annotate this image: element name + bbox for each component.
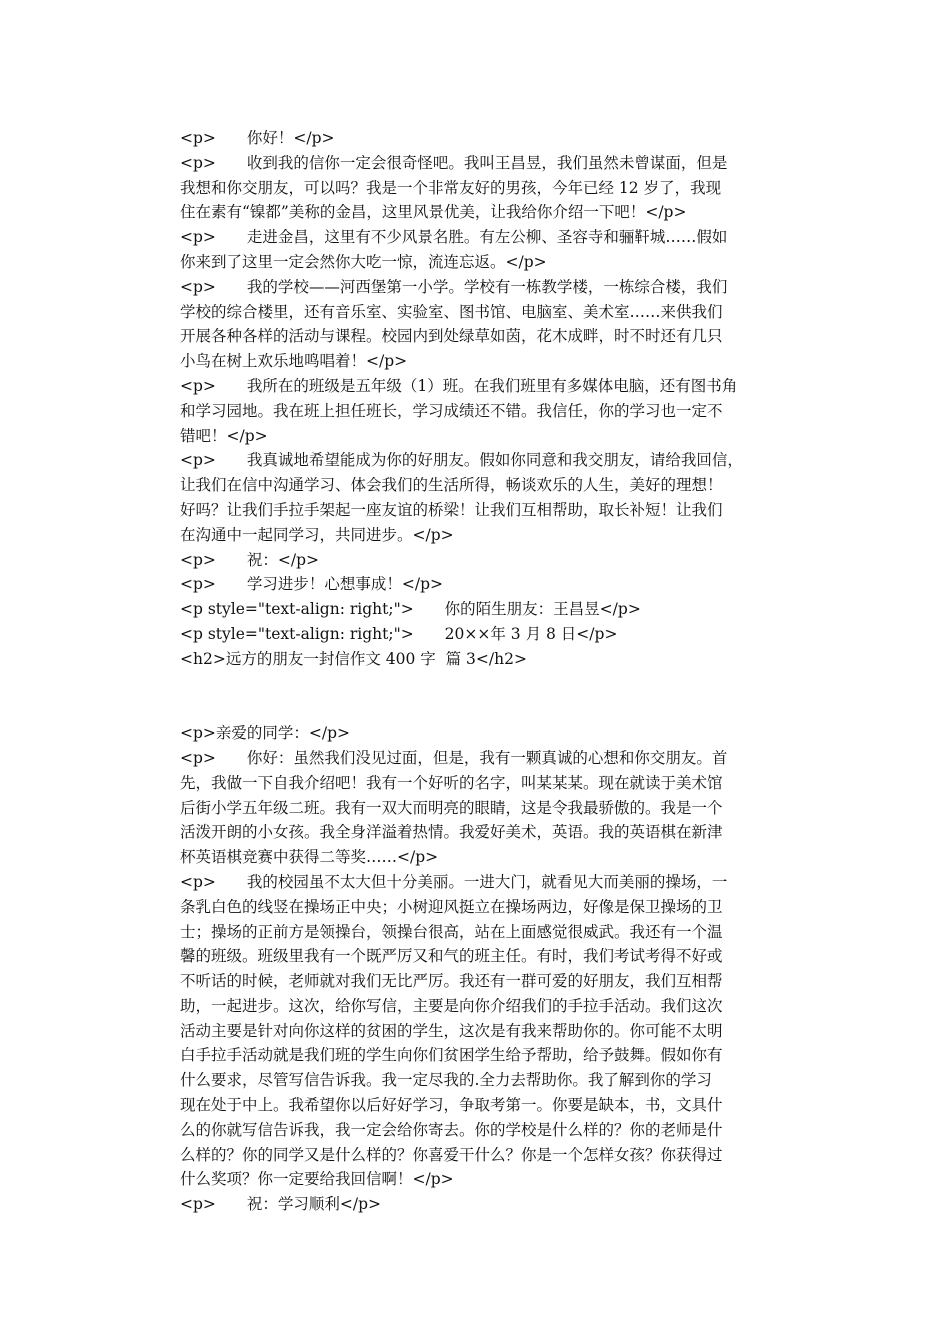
text-line: 条乳白色的线竖在操场正中央；小树迎风挺立在操场两边，好像是保卫操场的卫: [180, 897, 723, 916]
text-line: 馨的班级。班级里我有一个既严厉又和气的班主任。有时，我们考试考得不好或: [180, 947, 723, 966]
blank-gap: [180, 672, 780, 722]
text-line: <p> 学习进步！心想事成！</p>: [180, 575, 444, 594]
section-heading-line: <h2>远方的朋友一封信作文 400 字 篇 3</h2>: [180, 649, 527, 668]
text-line: 开展各种各样的活动与课程。校园内到处绿草如茵，花木成畔，时不时还有几只: [180, 327, 723, 346]
text-line: <p> 你好！</p>: [180, 129, 335, 147]
text-line: 和学习园地。我在班上担任班长，学习成绩还不错。我信任，你的学习也一定不: [180, 401, 723, 420]
text-line: 我想和你交朋友，可以吗？我是一个非常友好的男孩，今年已经 12 岁了，我现: [180, 178, 722, 197]
text-line: <p> 收到我的信你一定会很奇怪吧。我叫王昌昱，我们虽然未曾谋面，但是: [180, 153, 728, 172]
text-line: 后街小学五年级二班。我有一双大而明亮的眼睛，这是令我最骄傲的。我是一个: [180, 798, 723, 817]
text-line: 不听话的时候，老师就对我们无比严厉。我还有一群可爱的好朋友，我们互相帮: [180, 972, 723, 991]
text-line: 在沟通中一起同学习，共同进步。</p>: [180, 525, 454, 544]
text-line: <p> 我的学校——河西堡第一小学。学校有一栋教学楼，一栋综合楼，我们: [180, 277, 728, 296]
text-line: 活动主要是针对向你这样的贫困的学生，这次是有我来帮助你的。你可能不太明: [180, 1021, 723, 1040]
text-line: <p> 你好：虽然我们没见过面，但是，我有一颗真诚的心想和你交朋友。首: [180, 748, 728, 767]
text-line: <p> 我的校园虽不太大但十分美丽。一进大门，就看见大而美丽的操场，一: [180, 872, 728, 891]
text-line: <p> 我所在的班级是五年级（1）班。在我们班里有多媒体电脑，还有图书角: [180, 376, 738, 395]
text-line: 让我们在信中沟通学习、体会我们的生活所得，畅谈欢乐的人生，美好的理想！: [180, 476, 723, 495]
text-line: 现在处于中上。我希望你以后好好学习，争取考第一。你要是缺本，书，文具什: [180, 1096, 723, 1115]
document-body: [180, 126, 780, 1217]
text-line: 小鸟在树上欢乐地鸣唱着！</p>: [180, 352, 408, 371]
text-line: <p style="text-align: right;"> 20××年 3 月 8 日</p>: [180, 624, 618, 643]
text-line: <p> 走进金昌，这里有不少风景名胜。有左公柳、圣容寺和骊靬城……假如: [180, 228, 728, 247]
text-line: 助，一起进步。这次，给你写信，主要是向你介绍我们的手拉手活动。我们这次: [180, 996, 723, 1015]
text-line: 住在素有“镍都”美称的金昌，这里风景优美，让我给你介绍一下吧！</p>: [180, 203, 687, 222]
text-line: 白手拉手活动就是我们班的学生向你们贫困学生给予帮助，给予鼓舞。假如你有: [180, 1046, 723, 1065]
text-line: 么的你就写信告诉我，我一定会给你寄去。你的学校是什么样的？你的老师是什: [180, 1120, 723, 1139]
text-line: 你来到了这里一定会然你大吃一惊，流连忘返。</p>: [180, 252, 547, 271]
text-line: 活泼开朗的小女孩。我全身洋溢着热情。我爱好美术，英语。我的英语棋在新津: [180, 823, 723, 842]
text-line: <p> 祝：</p>: [180, 550, 320, 569]
text-line: <p> 我真诚地希望能成为你的好朋友。假如你同意和我交朋友，请给我回信，: [180, 451, 743, 470]
text-line: 什么要求，尽管写信告诉我。我一定尽我的.全力去帮助你。我了解到你的学习: [180, 1071, 712, 1090]
text-line: <p style="text-align: right;"> 你的陌生朋友：王昌昱</p>: [180, 600, 641, 619]
text-line: 士；操场的正前方是领操台，领操台很高，站在上面感觉很威武。我还有一个温: [180, 922, 723, 941]
text-line: 什么奖项？你一定要给我回信啊！</p>: [180, 1170, 454, 1189]
text-line: <p>亲爱的同学：</p>: [180, 724, 351, 743]
text-line: 好吗？让我们手拉手架起一座友谊的桥梁！让我们互相帮助，取长补短！让我们: [180, 500, 723, 519]
text-line: 么样的？你的同学又是什么样的？你喜爱干什么？你是一个怎样女孩？你获得过: [180, 1145, 723, 1164]
text-line: 杯英语棋竞赛中获得二等奖……</p>: [180, 848, 439, 867]
text-line: <p> 祝：学习顺利</p>: [180, 1195, 382, 1214]
text-line: 学校的综合楼里，还有音乐室、实验室、图书馆、电脑室、美术室……来供我们: [180, 302, 723, 321]
text-line: 先，我做一下自我介绍吧！我有一个好听的名字，叫某某某。现在就读于美术馆: [180, 773, 723, 792]
text-line: 错吧！</p>: [180, 426, 268, 445]
